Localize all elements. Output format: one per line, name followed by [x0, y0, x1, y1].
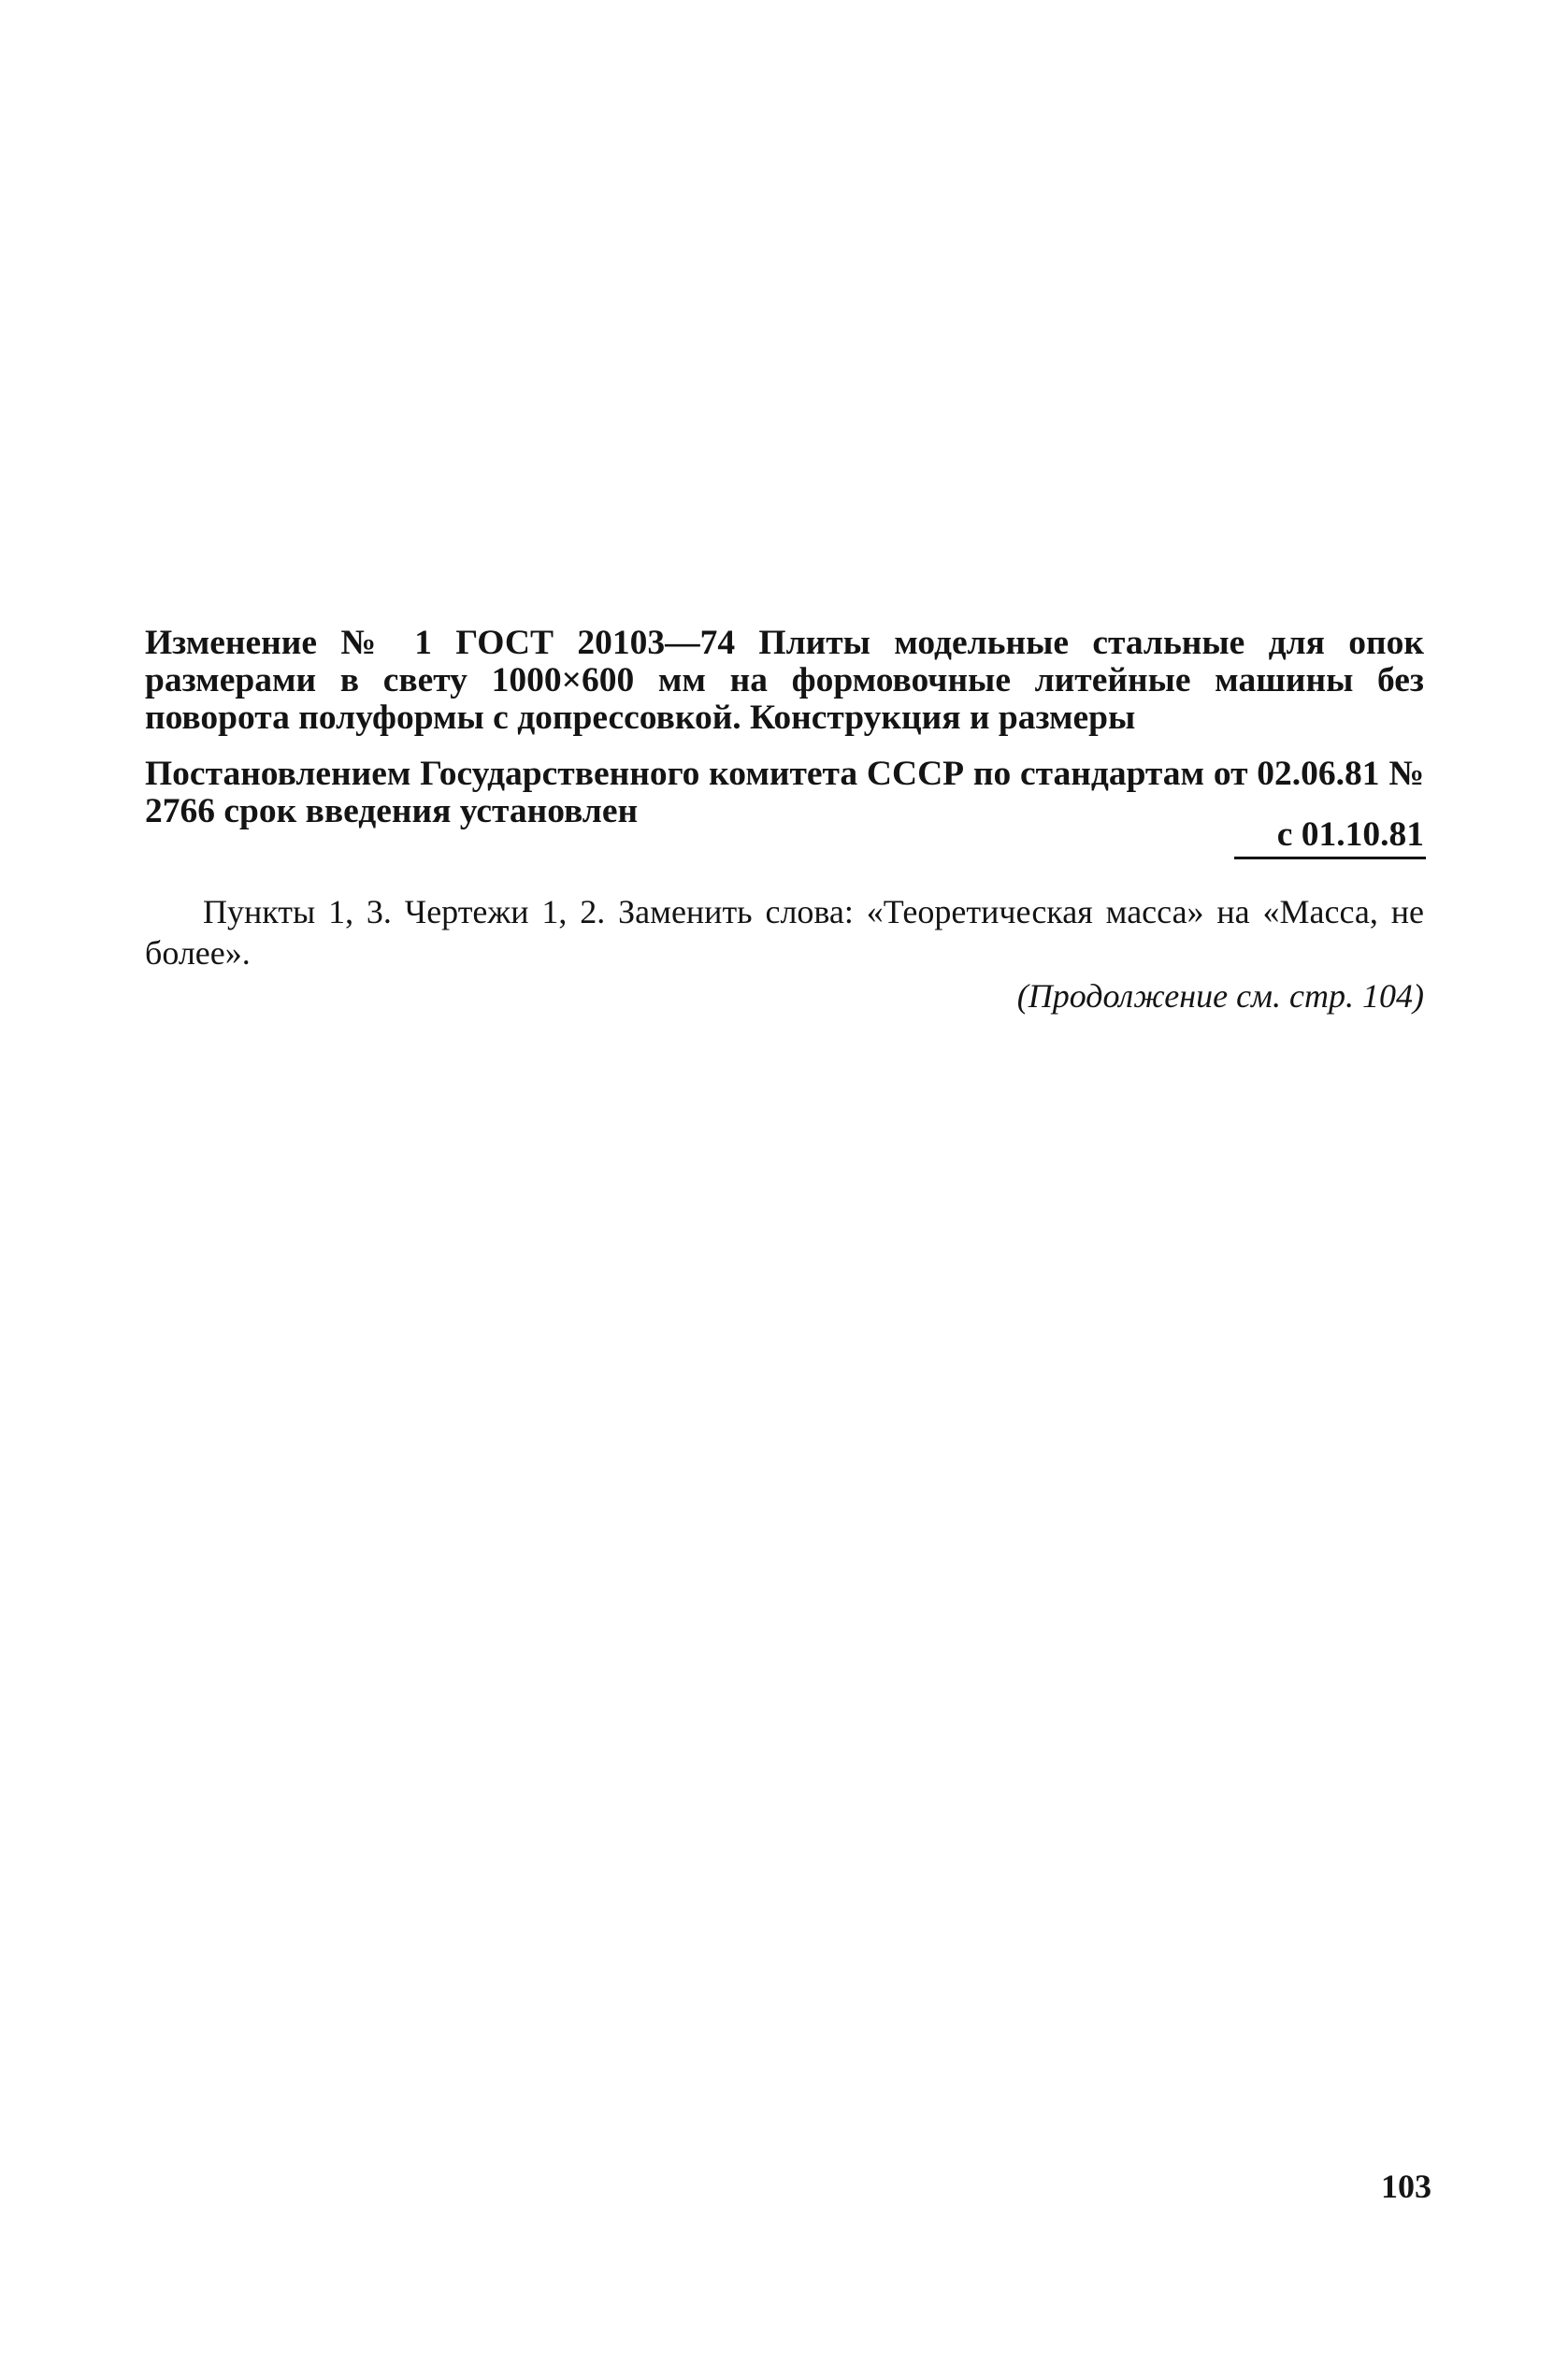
amendment-body: Пункты 1, 3. Чертежи 1, 2. Заменить слова: «Теоретическая масса» на «Масса, не более». [145, 893, 1424, 972]
amendment-heading: Изменение № 1 ГОСТ 20103—74 Плиты модельные стальные для опок размерами в свету 1000×600 мм на формовочные литейные машины без поворота полуформы с допрессовкой. Конструкция и размеры [145, 624, 1424, 737]
effective-date-underline [1234, 857, 1426, 859]
continuation-note: (Продолжение см. стр. 104) [1016, 977, 1424, 1015]
page-number: 103 [1381, 2168, 1431, 2205]
decree-text: Постановлением Государственного комитета СССР по стандартам от 02.06.81 № 2766 срок введения установлен [145, 755, 1424, 830]
effective-date: с 01.10.81 [1276, 815, 1424, 854]
